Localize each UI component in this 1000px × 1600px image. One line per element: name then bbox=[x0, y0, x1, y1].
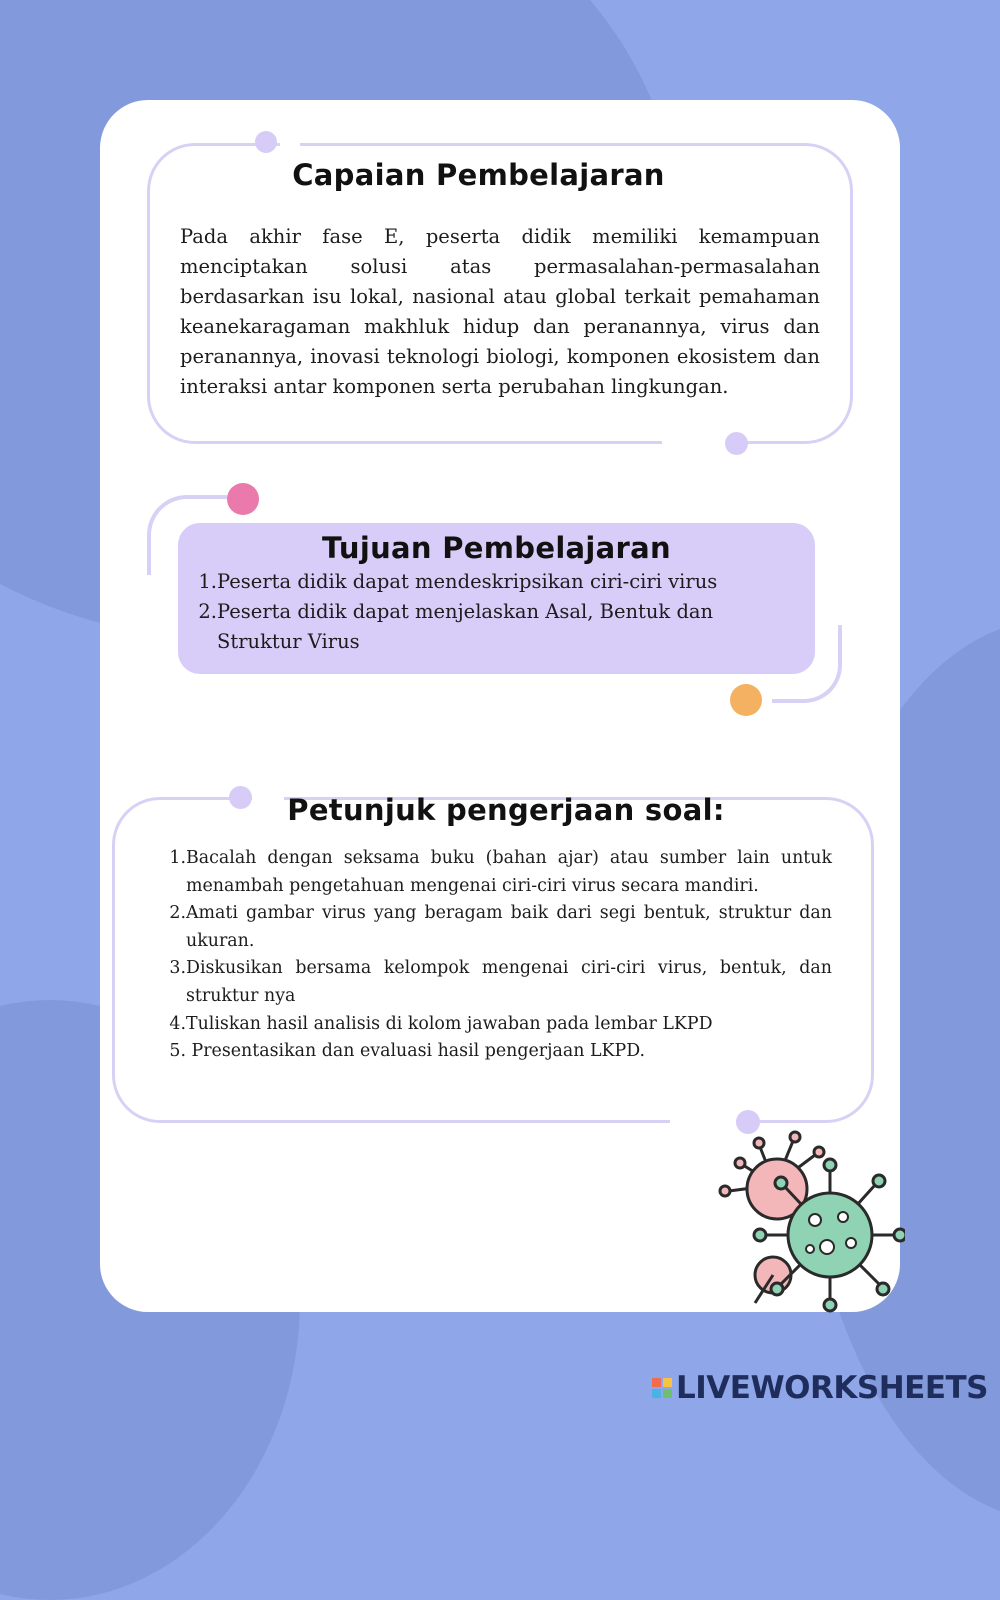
capaian-dot-bottom bbox=[725, 432, 748, 455]
tujuan-item bbox=[196, 567, 796, 597]
tujuan-item bbox=[196, 597, 796, 657]
tujuan-dot-pink bbox=[227, 483, 259, 515]
tujuan-item-text: Peserta didik dapat mendeskripsikan ciri-ciri virus bbox=[217, 570, 718, 593]
capaian-dot-top bbox=[255, 131, 277, 153]
petunjuk-list bbox=[164, 845, 832, 1066]
petunjuk-item bbox=[164, 900, 832, 955]
petunjuk-title: Petunjuk pengerjaan soal: bbox=[287, 793, 725, 827]
tujuan-title: Tujuan Pembelajaran bbox=[322, 531, 671, 565]
petunjuk-item bbox=[164, 1011, 832, 1039]
petunjuk-item-number: 1. bbox=[169, 848, 186, 868]
petunjuk-item-number: 2. bbox=[169, 903, 186, 924]
green-virus-icon bbox=[754, 1159, 905, 1311]
petunjuk-item bbox=[164, 1038, 832, 1066]
tujuan-list bbox=[196, 567, 796, 657]
tujuan-item-number: 1. bbox=[198, 570, 217, 593]
logo-mark-icon bbox=[652, 1378, 672, 1398]
petunjuk-item-text: Presentasikan dan evaluasi hasil pengerjaan LKPD. bbox=[186, 1041, 646, 1062]
petunjuk-item-text: Bacalah dengan seksama buku (bahan ajar) atau sumber lain untuk menambah pengetahuan mengenai ciri-ciri virus secara mandiri. bbox=[186, 848, 832, 896]
petunjuk-item-number: 5. bbox=[169, 1041, 186, 1062]
petunjuk-item-number: 3. bbox=[169, 958, 186, 979]
logo-text: LIVEWORKSHEETS bbox=[676, 1370, 988, 1406]
petunjuk-item-text: Amati gambar virus yang beragam baik dari segi bentuk, struktur dan ukuran. bbox=[186, 903, 832, 951]
tujuan-item-text: Peserta didik dapat menjelaskan Asal, Bentuk dan Struktur Virus bbox=[217, 600, 714, 653]
petunjuk-item-text: Tuliskan hasil analisis di kolom jawaban pada lembar LKPD bbox=[186, 1013, 713, 1034]
capaian-text: Pada akhir fase E, peserta didik memiliki kemampuan menciptakan solusi atas permasalahan-permasalahan berdasarkan isu lokal, nasional atau global terkait pemahaman keanekaragaman makhluk hidup dan peranannya, virus dan peranannya, inovasi teknologi biologi, komponen ekosistem dan interaksi antar komponen serta perubahan lingkungan. bbox=[180, 225, 820, 398]
virus-illustration bbox=[715, 1125, 905, 1315]
tujuan-item-number: 2. bbox=[198, 600, 217, 623]
petunjuk-item bbox=[164, 955, 832, 1010]
petunjuk-item-text: Diskusikan bersama kelompok mengenai ciri-ciri virus, bentuk, dan struktur nya bbox=[186, 958, 832, 1006]
petunjuk-item-number: 4. bbox=[169, 1013, 186, 1034]
tujuan-dot-orange bbox=[730, 684, 762, 716]
liveworksheets-logo bbox=[652, 1370, 988, 1406]
petunjuk-item bbox=[164, 845, 832, 900]
capaian-title: Capaian Pembelajaran bbox=[292, 158, 665, 192]
